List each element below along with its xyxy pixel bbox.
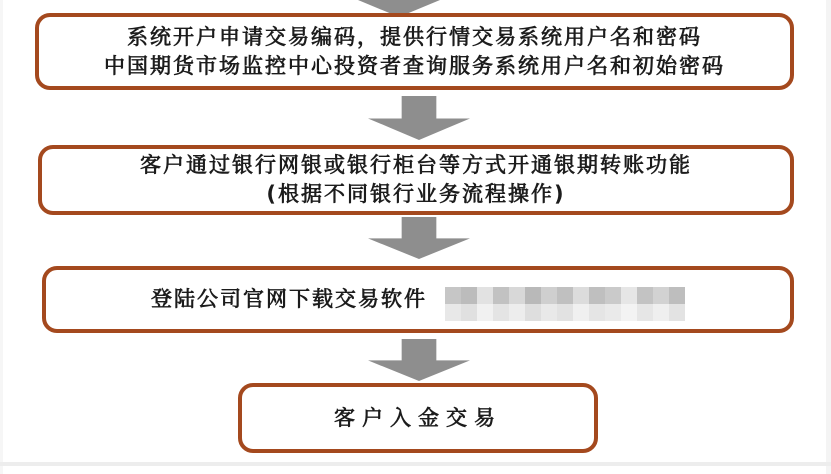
flow-step-open-bank-futures-transfer	[38, 145, 794, 215]
right-edge-artifact	[826, 0, 831, 474]
flow-step-text-line: 客户入金交易	[334, 405, 502, 430]
flow-step-apply-trading-code	[35, 13, 794, 90]
flow-step-text-line: (根据不同银行业务流程操作)	[266, 182, 566, 206]
flow-step-text-line: 系统开户申请交易编码，提供行情交易系统用户名和密码	[127, 24, 702, 49]
down-arrow-icon	[368, 339, 470, 381]
flow-step-text-line: 客户通过银行网银或银行柜台等方式开通银期转账功能	[140, 153, 692, 177]
flow-step-deposit-and-trade	[238, 383, 598, 453]
flow-step-download-trading-software	[42, 266, 794, 333]
flow-step-text-line: 登陆公司官网下载交易软件	[151, 287, 427, 311]
left-edge-artifact	[0, 0, 3, 474]
redacted-text-blur	[445, 287, 685, 321]
flow-step-text-line: 中国期货市场监控中心投资者查询服务系统用户名和初始密码	[104, 53, 725, 78]
bottom-edge-artifact	[0, 462, 831, 466]
down-arrow-icon	[368, 96, 470, 140]
down-arrow-icon	[368, 217, 470, 259]
